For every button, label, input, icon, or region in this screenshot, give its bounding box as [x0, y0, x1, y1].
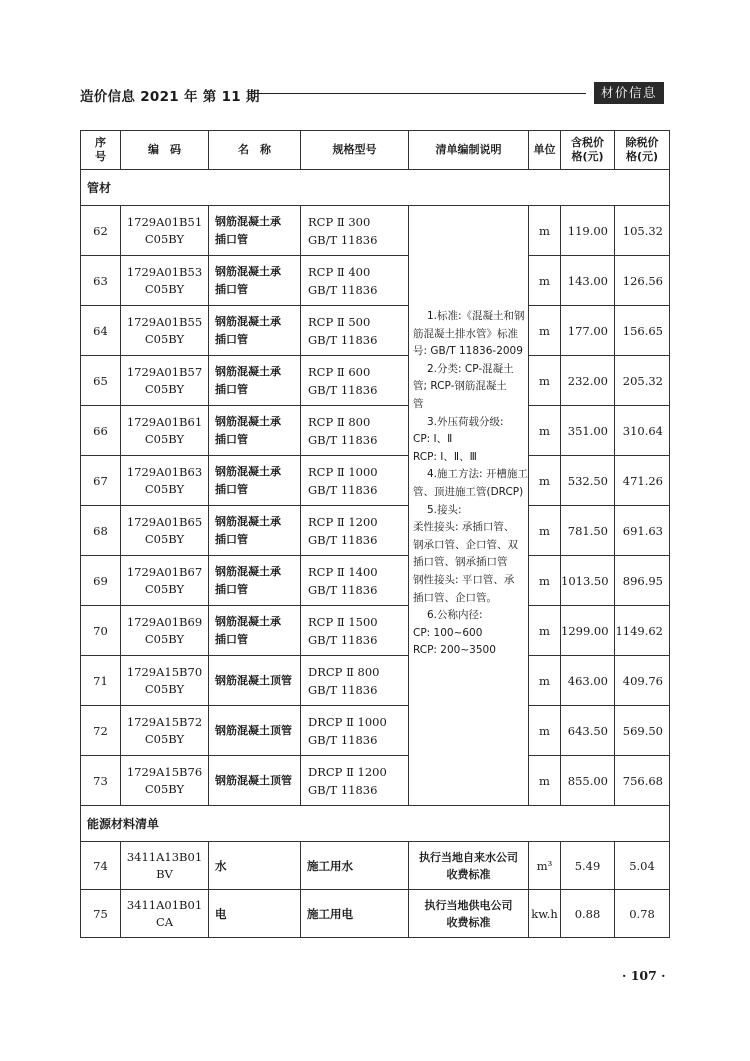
- price-without-tax: 756.68: [615, 756, 670, 806]
- table-body: [81, 170, 670, 938]
- text-line: RCP Ⅱ 1500: [308, 614, 378, 629]
- item-unit: m: [529, 406, 561, 456]
- item-name: [209, 256, 301, 306]
- price-without-tax: 471.26: [615, 456, 670, 506]
- text-line: C05BY: [144, 731, 185, 746]
- item-code: [121, 356, 209, 406]
- item-spec: [301, 756, 409, 806]
- description-spacer: [413, 206, 524, 308]
- description-line: 插口管、企口管。: [413, 591, 497, 604]
- item-spec: [301, 506, 409, 556]
- table-row: [81, 406, 670, 456]
- text-line: RCP Ⅱ 800: [308, 414, 371, 429]
- item-unit: m: [529, 706, 561, 756]
- description-line: CP: Ⅰ、Ⅱ: [413, 433, 453, 446]
- description-line: 6.公称内径:: [427, 609, 483, 622]
- item-code: [121, 842, 209, 890]
- page-header: [80, 82, 664, 106]
- table-row: [81, 842, 670, 890]
- price-without-tax: 205.32: [615, 356, 670, 406]
- text-line: GB/T 11836: [308, 432, 378, 447]
- item-description: [409, 842, 529, 890]
- item-name: [209, 756, 301, 806]
- text-line: 1729A01B61: [126, 414, 203, 429]
- description-line: 5.接头:: [427, 503, 462, 516]
- item-spec: [301, 206, 409, 256]
- text-line: 插口管: [215, 332, 248, 346]
- text-line: 钢筋混凝土承: [215, 214, 281, 228]
- text-line: C05BY: [144, 681, 185, 696]
- price-without-tax: 105.32: [615, 206, 670, 256]
- description-line: 管; RCP-钢筋混凝土: [413, 380, 507, 393]
- column-header: [121, 131, 209, 170]
- price-without-tax: 156.65: [615, 306, 670, 356]
- text-line: C05BY: [144, 431, 185, 446]
- item-name: [209, 206, 301, 256]
- text-line: GB/T 11836: [308, 332, 378, 347]
- text-line: DRCP Ⅱ 800: [308, 664, 380, 679]
- item-spec: [301, 656, 409, 706]
- price-with-tax: 232.00: [561, 356, 615, 406]
- item-code: [121, 506, 209, 556]
- price-with-tax: 351.00: [561, 406, 615, 456]
- text-line: GB/T 11836: [308, 532, 378, 547]
- item-unit: m: [529, 306, 561, 356]
- item-code: [121, 756, 209, 806]
- text-line: C05BY: [144, 481, 185, 496]
- price-with-tax: 143.00: [561, 256, 615, 306]
- item-name: [209, 406, 301, 456]
- text-line: 执行当地自来水公司: [419, 850, 518, 864]
- text-line: 插口管: [215, 632, 248, 646]
- table-row: [81, 356, 670, 406]
- table-row: [81, 456, 670, 506]
- text-line: CA: [155, 914, 174, 929]
- price-without-tax: 569.50: [615, 706, 670, 756]
- column-header: [615, 131, 670, 170]
- item-description: [409, 890, 529, 938]
- text-line: 1729A01B69: [126, 614, 203, 629]
- description-line: 钢性接头: 平口管、承: [413, 573, 515, 586]
- text-line: 1729A01B63: [126, 464, 203, 479]
- row-number: 62: [81, 206, 121, 256]
- description-line: 3.外压荷载分级:: [427, 415, 504, 428]
- text-line: C05BY: [144, 531, 185, 546]
- table-row: [81, 706, 670, 756]
- text-line: RCP Ⅱ 600: [308, 364, 371, 379]
- text-line: C05BY: [144, 231, 185, 246]
- price-without-tax: 409.76: [615, 656, 670, 706]
- item-spec: [301, 556, 409, 606]
- table-row: [81, 656, 670, 706]
- row-number: 64: [81, 306, 121, 356]
- text-line: 插口管: [215, 532, 248, 546]
- row-number: 70: [81, 606, 121, 656]
- item-code: [121, 706, 209, 756]
- description-line: 钢承口管、企口管、双: [413, 538, 518, 551]
- price-with-tax: 0.88: [561, 890, 615, 938]
- item-spec: [301, 306, 409, 356]
- text-line: BV: [156, 866, 173, 881]
- description-line: RCP: Ⅰ、Ⅱ、Ⅲ: [413, 450, 477, 463]
- text-line: 号: [95, 150, 106, 163]
- item-code: [121, 606, 209, 656]
- text-line: GB/T 11836: [308, 482, 378, 497]
- section-title: 管材: [81, 170, 670, 206]
- text-line: 插口管: [215, 432, 248, 446]
- price-with-tax: 855.00: [561, 756, 615, 806]
- price-without-tax: 5.04: [615, 842, 670, 890]
- row-number: 63: [81, 256, 121, 306]
- text-line: RCP Ⅱ 1400: [308, 564, 378, 579]
- text-line: C05BY: [144, 381, 185, 396]
- text-line: 清单编制说明: [435, 143, 502, 156]
- description-line: 号: GB/T 11836-2009: [413, 345, 523, 358]
- item-code: [121, 306, 209, 356]
- item-unit: m: [529, 606, 561, 656]
- column-header: [301, 131, 409, 170]
- text-line: 规格型号: [332, 143, 377, 156]
- price-with-tax: 1299.00: [561, 606, 615, 656]
- text-line: 编 码: [148, 143, 181, 156]
- table-row: [81, 890, 670, 938]
- row-number: 65: [81, 356, 121, 406]
- row-number: 66: [81, 406, 121, 456]
- text-line: 钢筋混凝土顶管: [215, 673, 292, 687]
- description-line: 筋混凝土排水管》标准: [413, 327, 518, 340]
- item-code: [121, 890, 209, 938]
- item-name: 电: [209, 890, 301, 938]
- item-spec: [301, 356, 409, 406]
- row-number: 73: [81, 756, 121, 806]
- item-name: [209, 356, 301, 406]
- text-line: 1729A15B70: [126, 664, 203, 679]
- text-line: GB/T 11836: [308, 682, 378, 697]
- column-header: [561, 131, 615, 170]
- item-spec: 施工用水: [301, 842, 409, 890]
- text-line: RCP Ⅱ 1000: [308, 464, 378, 479]
- price-without-tax: 1149.62: [615, 606, 670, 656]
- description-line: 管、顶进施工管(DRCP): [413, 485, 524, 498]
- text-line: RCP Ⅱ 500: [308, 314, 371, 329]
- text-line: DRCP Ⅱ 1000: [308, 714, 387, 729]
- item-unit: m: [529, 556, 561, 606]
- item-spec: [301, 606, 409, 656]
- text-line: 执行当地供电公司: [424, 898, 513, 912]
- price-table: [80, 130, 670, 938]
- text-line: 钢筋混凝土承: [215, 514, 281, 528]
- price-without-tax: 0.78: [615, 890, 670, 938]
- text-line: 插口管: [215, 382, 248, 396]
- publication-title: 造价信息 2021 年 第 11 期: [80, 89, 260, 105]
- text-line: 钢筋混凝土承: [215, 264, 281, 278]
- item-name: [209, 506, 301, 556]
- section-title: 能源材料清单: [81, 806, 670, 842]
- text-line: GB/T 11836: [308, 782, 378, 797]
- row-number: 71: [81, 656, 121, 706]
- price-without-tax: 310.64: [615, 406, 670, 456]
- text-line: 1729A01B53: [126, 264, 203, 279]
- price-without-tax: 691.63: [615, 506, 670, 556]
- item-unit: m: [529, 756, 561, 806]
- text-line: 名 称: [238, 143, 271, 156]
- text-line: 插口管: [215, 232, 248, 246]
- description-line: 插口管、钢承插口管: [413, 556, 508, 569]
- text-line: 1729A01B51: [126, 214, 203, 229]
- row-number: 74: [81, 842, 121, 890]
- price-with-tax: 532.50: [561, 456, 615, 506]
- description-line: 管: [413, 397, 424, 410]
- description-line: RCP: 200~3500: [413, 644, 496, 657]
- text-line: 单位: [533, 143, 556, 156]
- text-line: 1729A01B57: [126, 364, 203, 379]
- text-line: 钢筋混凝土承: [215, 564, 281, 578]
- text-line: C05BY: [144, 581, 185, 596]
- table-row: [81, 306, 670, 356]
- text-line: GB/T 11836: [308, 232, 378, 247]
- text-line: 插口管: [215, 482, 248, 496]
- item-spec: [301, 256, 409, 306]
- text-line: 收费标准: [446, 867, 491, 881]
- item-code: [121, 456, 209, 506]
- text-line: 1729A01B67: [126, 564, 203, 579]
- row-number: 72: [81, 706, 121, 756]
- item-code: [121, 256, 209, 306]
- price-with-tax: 5.49: [561, 842, 615, 890]
- price-with-tax: 177.00: [561, 306, 615, 356]
- text-line: 格(元): [625, 150, 659, 163]
- text-line: 1729A15B72: [126, 714, 203, 729]
- item-spec: [301, 456, 409, 506]
- text-line: C05BY: [144, 781, 185, 796]
- item-code: [121, 206, 209, 256]
- item-unit: kw.h: [529, 890, 561, 938]
- text-line: 钢筋混凝土承: [215, 414, 281, 428]
- text-line: 钢筋混凝土顶管: [215, 723, 292, 737]
- item-unit: m: [529, 256, 561, 306]
- text-line: 收费标准: [446, 915, 491, 929]
- item-name: [209, 556, 301, 606]
- item-name: [209, 706, 301, 756]
- text-line: DRCP Ⅱ 1200: [308, 764, 387, 779]
- description-line: 1.标准:《混凝土和钢: [427, 310, 525, 322]
- item-name: [209, 306, 301, 356]
- item-unit: m: [529, 356, 561, 406]
- section-badge: 材价信息: [594, 82, 664, 104]
- text-line: 3411A13B01: [126, 849, 203, 864]
- item-unit: m: [529, 656, 561, 706]
- item-name: [209, 606, 301, 656]
- page-number: · 107 ·: [622, 968, 666, 983]
- price-with-tax: 781.50: [561, 506, 615, 556]
- item-code: [121, 556, 209, 606]
- table-row: [81, 256, 670, 306]
- row-number: 68: [81, 506, 121, 556]
- price-with-tax: 643.50: [561, 706, 615, 756]
- header-rule: [248, 93, 586, 94]
- text-line: 插口管: [215, 282, 248, 296]
- text-line: 1729A15B76: [126, 764, 203, 779]
- text-line: RCP Ⅱ 1200: [308, 514, 378, 529]
- price-with-tax: 119.00: [561, 206, 615, 256]
- text-line: 钢筋混凝土承: [215, 364, 281, 378]
- text-line: GB/T 11836: [308, 582, 378, 597]
- item-name: 水: [209, 842, 301, 890]
- price-without-tax: 896.95: [615, 556, 670, 606]
- text-line: 钢筋混凝土承: [215, 464, 281, 478]
- text-line: 3411A01B01: [126, 897, 203, 912]
- text-line: 格(元): [571, 150, 604, 163]
- description-line: 4.施工方法: 开槽施工: [427, 468, 528, 481]
- text-line: GB/T 11836: [308, 732, 378, 747]
- text-line: 插口管: [215, 582, 248, 596]
- section-row: [81, 806, 670, 842]
- text-line: C05BY: [144, 631, 185, 646]
- table-row: [81, 506, 670, 556]
- section-row: [81, 170, 670, 206]
- text-line: 1729A01B65: [126, 514, 203, 529]
- item-unit: m: [529, 206, 561, 256]
- row-number: 67: [81, 456, 121, 506]
- text-line: C05BY: [144, 331, 185, 346]
- text-line: 序: [95, 136, 106, 149]
- table-row: [81, 756, 670, 806]
- price-without-tax: 126.56: [615, 256, 670, 306]
- text-line: GB/T 11836: [308, 282, 378, 297]
- text-line: 钢筋混凝土承: [215, 614, 281, 628]
- text-line: 钢筋混凝土承: [215, 314, 281, 328]
- text-line: 含税价: [571, 136, 604, 149]
- pipe-description: [409, 206, 529, 806]
- item-unit: m: [529, 506, 561, 556]
- price-with-tax: 463.00: [561, 656, 615, 706]
- row-number: 69: [81, 556, 121, 606]
- table-header-row: [81, 131, 670, 170]
- table-row: [81, 206, 670, 256]
- row-number: 75: [81, 890, 121, 938]
- item-code: [121, 406, 209, 456]
- column-header: [529, 131, 561, 170]
- text-line: GB/T 11836: [308, 382, 378, 397]
- description-line: 柔性接头: 承插口管、: [413, 521, 515, 534]
- description-line: 2.分类: CP-混凝土: [427, 362, 514, 375]
- item-unit: m: [529, 456, 561, 506]
- table-row: [81, 556, 670, 606]
- column-header: [209, 131, 301, 170]
- text-line: C05BY: [144, 281, 185, 296]
- item-spec: [301, 406, 409, 456]
- text-line: GB/T 11836: [308, 632, 378, 647]
- item-spec: [301, 706, 409, 756]
- item-code: [121, 656, 209, 706]
- text-line: 钢筋混凝土顶管: [215, 773, 292, 787]
- text-line: RCP Ⅱ 400: [308, 264, 371, 279]
- column-header: [409, 131, 529, 170]
- item-name: [209, 656, 301, 706]
- text-line: RCP Ⅱ 300: [308, 214, 371, 229]
- price-with-tax: 1013.50: [561, 556, 615, 606]
- text-line: 1729A01B55: [126, 314, 203, 329]
- column-header: [81, 131, 121, 170]
- item-unit: m³: [529, 842, 561, 890]
- item-spec: 施工用电: [301, 890, 409, 938]
- table-row: [81, 606, 670, 656]
- text-line: 除税价: [625, 136, 659, 149]
- description-line: CP: 100~600: [413, 626, 483, 639]
- item-name: [209, 456, 301, 506]
